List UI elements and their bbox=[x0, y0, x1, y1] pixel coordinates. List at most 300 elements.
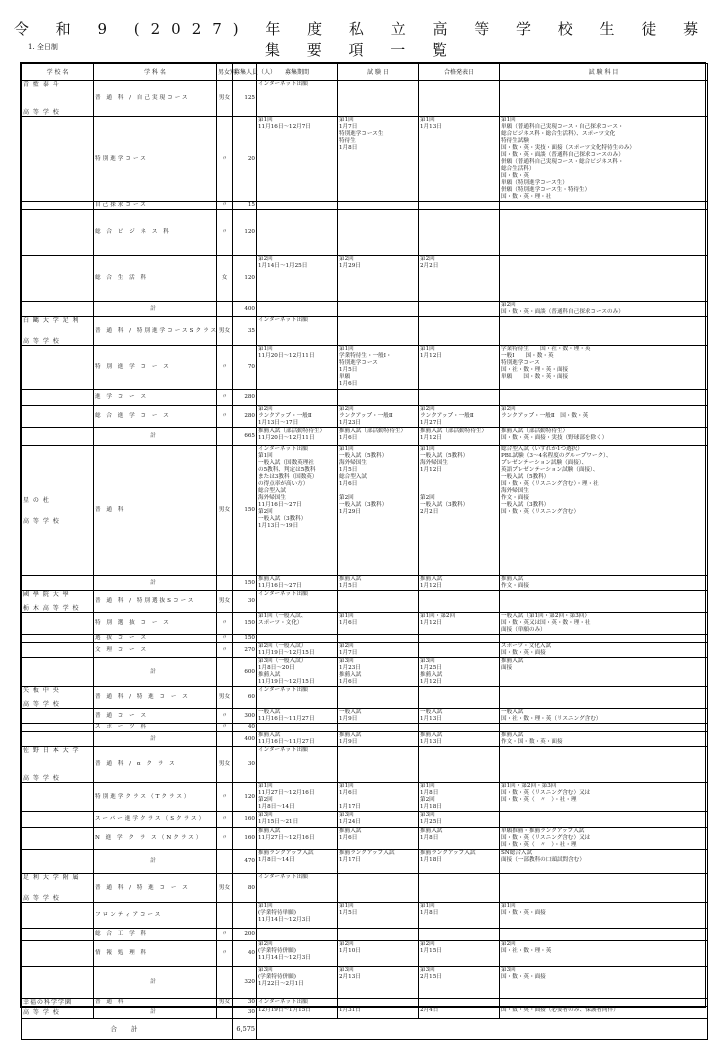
cell-subjects bbox=[500, 390, 708, 406]
cell-exam-date: 第3回 1月23日 推薦入試 1月6日 bbox=[338, 658, 419, 687]
header-period: 募集期間 bbox=[257, 64, 338, 81]
cell-subjects bbox=[500, 256, 708, 302]
cell-subjects bbox=[500, 591, 708, 613]
cell-school-name: 佐 野 日 本 大 学 高 等 学 校 bbox=[22, 747, 94, 783]
cell-capacity: 200 bbox=[233, 929, 257, 941]
cell-subjects: 一般入試（第1回・第2回・第3回） 国・数・英又は国・英・数・理・社 面接（単願のみ） bbox=[500, 613, 708, 635]
cell-sex: 〃 bbox=[217, 941, 233, 967]
table-row bbox=[22, 732, 708, 747]
cell-school-name bbox=[22, 658, 94, 687]
cell-school-name bbox=[22, 850, 94, 874]
cell-result-date bbox=[419, 929, 500, 941]
cell-capacity: 160 bbox=[233, 812, 257, 828]
cell-capacity: 150 bbox=[233, 576, 257, 591]
cell-period: 一般入試 11月16日〜11月27日 bbox=[257, 709, 338, 724]
cell-capacity: 15 bbox=[233, 202, 257, 210]
cell-sex: 〃 bbox=[217, 709, 233, 724]
cell-capacity: 80 bbox=[233, 874, 257, 903]
cell-period: 推薦入試 11月16日〜11月27日 bbox=[257, 732, 338, 747]
cell-subjects: 推薦入試 作文・面接 bbox=[500, 576, 708, 591]
cell-school-name bbox=[22, 967, 94, 999]
cell-subjects: SN総合入試 面接（一部教科の口頭試問含む） bbox=[500, 850, 708, 874]
table-row bbox=[22, 317, 708, 346]
table-row bbox=[22, 929, 708, 941]
cell-department: 総 合 ビ ジ ネ ス 科 bbox=[94, 210, 217, 256]
cell-exam-date bbox=[338, 999, 419, 1007]
cell-result-date: 第1回 1月8日 bbox=[419, 903, 500, 929]
cell-exam-date: 第1回 1月6日 bbox=[338, 613, 419, 635]
cell-capacity: 600 bbox=[233, 658, 257, 687]
cell-department: 普 通 科 / 特別選抜Sコース bbox=[94, 591, 217, 613]
cell-department: 選 抜 コ ー ス bbox=[94, 635, 217, 643]
cell-subjects bbox=[500, 874, 708, 903]
cell-department: 特 別 進 学 コ ー ス bbox=[94, 346, 217, 390]
cell-subjects: 第1回 単願（普通科自己実現コース・自己探求コース・ 総合ビジネス科・総合生活科）、スポーツ文化 特待生試験 国・数・英・実技・面接（スポーツ文化特待生のみ） 国・数・英・面談（普通科自己探求コースのみ） 併願（普通科自己実現コース・総合ビジネス科・ 総合生活科） 国・数・英 単願（特別進学コース生） 併願（特別進学コース生・特待生） 国・数・英・理・社 bbox=[500, 117, 708, 202]
cell-sex bbox=[217, 1007, 233, 1019]
cell-school-name bbox=[22, 709, 94, 724]
cell-department: 総 合 生 活 科 bbox=[94, 256, 217, 302]
cell-sex: 男女 bbox=[217, 999, 233, 1007]
cell-sex bbox=[217, 428, 233, 446]
cell-result-date bbox=[419, 317, 500, 346]
table-row bbox=[22, 406, 708, 428]
cell-period: 推薦ランクアップ入試 1月8日〜14日 bbox=[257, 850, 338, 874]
cell-subjects bbox=[500, 812, 708, 828]
cell-period bbox=[257, 390, 338, 406]
cell-school-name bbox=[22, 941, 94, 967]
cell-period: インターネット出願 第1回 一般入試（国数英理社 の5教科、判定は5教科 または3教科（国数英） の得点率が高い方） 総合型入試 海外帰国生 11月16日〜27日 第2回 一般入試（3教科） 1月13日〜19日 bbox=[257, 446, 338, 576]
cell-sex bbox=[217, 967, 233, 999]
header-school: 学 校 名 bbox=[22, 64, 94, 81]
cell-result-date: 第3回 2月15日 bbox=[419, 967, 500, 999]
cell-result-date bbox=[419, 591, 500, 613]
cell-subjects: 第2回 ランクアップ・一般Ⅱ 国・数・英 bbox=[500, 406, 708, 428]
cell-subjects: 国・数・英・面接（必要者のみ、保護者同伴） bbox=[500, 1007, 708, 1019]
cell-exam-date: 第1回 1月6日 1月17日 bbox=[338, 783, 419, 812]
cell-subjects: 学業特待生 国・社・数・理・英 一般Ⅰ 国・数・英 特別進学コース 国・社・数・理・英・面接 単願 国・数・英・面接 bbox=[500, 346, 708, 390]
header-result-date: 合格発表日 bbox=[419, 64, 500, 81]
total-value: 6,575 bbox=[233, 1019, 257, 1040]
cell-exam-date bbox=[338, 591, 419, 613]
cell-subjects: スポーツ・文化入試 国・数・英・面接 bbox=[500, 643, 708, 658]
cell-result-date bbox=[419, 302, 500, 317]
cell-capacity: 470 bbox=[233, 850, 257, 874]
table-body bbox=[22, 81, 708, 1019]
header-subjects: 試 験 科 目 bbox=[500, 64, 708, 81]
cell-subjects: 推薦入試 作文・国・数・英・面接 bbox=[500, 732, 708, 747]
cell-sex: 〃 bbox=[217, 117, 233, 202]
cell-department: 特別進学コース bbox=[94, 117, 217, 202]
cell-school-name bbox=[22, 302, 94, 317]
cell-result-date: 2月4日 bbox=[419, 1007, 500, 1019]
cell-result-date bbox=[419, 81, 500, 117]
cell-capacity: 150 bbox=[233, 613, 257, 635]
table-row bbox=[22, 576, 708, 591]
cell-subjects: 推薦入試 面接 bbox=[500, 658, 708, 687]
cell-school-name bbox=[22, 643, 94, 658]
cell-subjects bbox=[500, 81, 708, 117]
cell-department: N 進 学 ク ラ ス（Nクラス） bbox=[94, 828, 217, 850]
cell-department: 総 合 工 学 科 bbox=[94, 929, 217, 941]
cell-period bbox=[257, 724, 338, 732]
cell-result-date: 第2回 2月2日 bbox=[419, 256, 500, 302]
cell-subjects: 単願推薦・推薦ランクアップ入試 国・数・英（リスニング含む）又は 国・数・英（ 〃 ）・社・理 bbox=[500, 828, 708, 850]
cell-school-name bbox=[22, 117, 94, 202]
cell-subjects: 第1回・第2回・第3回 国・数・英（リスニング含む）又は 国・数・英（ 〃 ）・社・理 bbox=[500, 783, 708, 812]
cell-sex: 男女 bbox=[217, 747, 233, 783]
cell-exam-date: 第2回 1月29日 bbox=[338, 256, 419, 302]
cell-school-name bbox=[22, 635, 94, 643]
cell-department: 情 報 処 理 科 bbox=[94, 941, 217, 967]
cell-subjects bbox=[500, 202, 708, 210]
table-row bbox=[22, 210, 708, 256]
cell-exam-date: 第3回 1月24日 bbox=[338, 812, 419, 828]
cell-department: 計 bbox=[94, 732, 217, 747]
table-row bbox=[22, 850, 708, 874]
table-row bbox=[22, 828, 708, 850]
table-header bbox=[22, 64, 708, 81]
cell-capacity bbox=[233, 903, 257, 929]
cell-exam-date bbox=[338, 687, 419, 709]
table-row bbox=[22, 999, 708, 1007]
table-row bbox=[22, 613, 708, 635]
cell-capacity: 120 bbox=[233, 256, 257, 302]
header-sex: 男女別 bbox=[217, 64, 233, 81]
cell-department: 計 bbox=[94, 576, 217, 591]
cell-exam-date: 第1回 1月5日 bbox=[338, 903, 419, 929]
total-label: 合 計 bbox=[22, 1019, 233, 1040]
table-row bbox=[22, 117, 708, 202]
cell-sex: 男女 bbox=[217, 81, 233, 117]
cell-department: 特 別 選 抜 コ ー ス bbox=[94, 613, 217, 635]
cell-period: インターネット出願 bbox=[257, 999, 338, 1007]
cell-result-date: 第3回 1月25日 bbox=[419, 812, 500, 828]
header-capacity: 募集人員（人） bbox=[233, 64, 257, 81]
cell-result-date: 推薦ランクアップ入試 1月18日 bbox=[419, 850, 500, 874]
cell-department: 自己探求コース bbox=[94, 202, 217, 210]
cell-exam-date: 一般入試 1月9日 bbox=[338, 709, 419, 724]
cell-school-name bbox=[22, 613, 94, 635]
cell-subjects bbox=[500, 317, 708, 346]
cell-sex bbox=[217, 903, 233, 929]
cell-sex: 〃 bbox=[217, 635, 233, 643]
admissions-table bbox=[21, 63, 708, 1040]
cell-sex: 〃 bbox=[217, 613, 233, 635]
cell-period: 第2回（一般入試） 11月19日〜12月15日 bbox=[257, 643, 338, 658]
cell-department: 普 通 科 / 特 進 コ ー ス bbox=[94, 874, 217, 903]
cell-subjects: 第3回 国・数・英・面接 bbox=[500, 967, 708, 999]
table-row bbox=[22, 941, 708, 967]
cell-capacity: 30 bbox=[233, 591, 257, 613]
cell-school-name bbox=[22, 428, 94, 446]
cell-period: 推薦入試（部活動特待生） 11月20日〜12月11日 bbox=[257, 428, 338, 446]
cell-department: 普 通 科 bbox=[94, 446, 217, 576]
cell-period bbox=[257, 302, 338, 317]
cell-school-name bbox=[22, 783, 94, 812]
table-row bbox=[22, 658, 708, 687]
cell-period: インターネット出願 bbox=[257, 591, 338, 613]
cell-sex: 男女 bbox=[217, 591, 233, 613]
cell-period: 第3回 1月15日〜21日 bbox=[257, 812, 338, 828]
section-subtitle: 1. 全日制 bbox=[28, 43, 58, 51]
cell-capacity: 40 bbox=[233, 724, 257, 732]
table-row bbox=[22, 812, 708, 828]
cell-sex: 男女 bbox=[217, 317, 233, 346]
cell-exam-date: 推薦入試 1月9日 bbox=[338, 732, 419, 747]
cell-capacity: 30 bbox=[233, 999, 257, 1007]
cell-exam-date: 第1回 学業特待生・一般Ⅰ・ 特別進学コース 1月5日 単願 1月6日 bbox=[338, 346, 419, 390]
cell-sex: 男女 bbox=[217, 446, 233, 576]
cell-subjects bbox=[500, 635, 708, 643]
cell-exam-date: 第3回 2月13日 bbox=[338, 967, 419, 999]
cell-department: 普 通 科 / 特 進 コ ー ス bbox=[94, 687, 217, 709]
cell-school-name: 星 の 杜 高 等 学 校 bbox=[22, 446, 94, 576]
cell-sex: 男女 bbox=[217, 874, 233, 903]
page-title: 令 和 9 (2027) 年 度 私 立 高 等 学 校 生 徒 募 集 要 項 一 覧 bbox=[13, 20, 710, 59]
cell-subjects: 第2回 国・社・数・理・英 bbox=[500, 941, 708, 967]
cell-capacity: 300 bbox=[233, 709, 257, 724]
cell-capacity: 400 bbox=[233, 302, 257, 317]
cell-exam-date bbox=[338, 390, 419, 406]
cell-exam-date bbox=[338, 747, 419, 783]
cell-exam-date: 推薦入試 1月5日 bbox=[338, 576, 419, 591]
cell-period: 第1回 11月16日〜12月7日 bbox=[257, 117, 338, 202]
cell-department: 普 通 科 bbox=[94, 999, 217, 1007]
cell-period: 第2回 1月14日〜1月25日 bbox=[257, 256, 338, 302]
cell-period: 第1回 11月27日〜12月16日 第2回 1月8日〜14日 bbox=[257, 783, 338, 812]
cell-capacity: 400 bbox=[233, 732, 257, 747]
cell-department: 総 合 進 学 コ ー ス bbox=[94, 406, 217, 428]
admissions-table-frame bbox=[20, 62, 706, 1033]
table-row bbox=[22, 709, 708, 724]
cell-exam-date bbox=[338, 724, 419, 732]
cell-sex: 〃 bbox=[217, 783, 233, 812]
table-row bbox=[22, 783, 708, 812]
cell-department: 計 bbox=[94, 1007, 217, 1019]
cell-department: 文 理 コ ー ス bbox=[94, 643, 217, 658]
cell-period: 推薦入試 11月27日〜12月16日 bbox=[257, 828, 338, 850]
cell-period bbox=[257, 635, 338, 643]
cell-exam-date: 第1回 1月7日 特別進学コース生 特待生 1月8日 bbox=[338, 117, 419, 202]
cell-exam-date: 1月31日 bbox=[338, 1007, 419, 1019]
cell-result-date bbox=[419, 999, 500, 1007]
cell-sex: 〃 bbox=[217, 724, 233, 732]
cell-capacity: 20 bbox=[233, 117, 257, 202]
cell-exam-date: 第2回 1月10日 bbox=[338, 941, 419, 967]
cell-result-date: 第3回 1月25日 推薦入試 1月12日 bbox=[419, 658, 500, 687]
cell-capacity: 30 bbox=[233, 747, 257, 783]
cell-sex bbox=[217, 850, 233, 874]
table-row bbox=[22, 1007, 708, 1019]
cell-department: 普 通 科 / 自己実現コース bbox=[94, 81, 217, 117]
cell-result-date bbox=[419, 643, 500, 658]
cell-capacity: 120 bbox=[233, 210, 257, 256]
cell-result-date bbox=[419, 874, 500, 903]
cell-result-date: 推薦入試（部活動特待生） 1月12日 bbox=[419, 428, 500, 446]
table-row bbox=[22, 724, 708, 732]
cell-result-date bbox=[419, 390, 500, 406]
cell-school-name bbox=[22, 576, 94, 591]
table-row bbox=[22, 346, 708, 390]
cell-department: 特別進学クラス（Tクラス） bbox=[94, 783, 217, 812]
cell-result-date bbox=[419, 210, 500, 256]
cell-subjects: 総合型入試（いずれか1つ選択） PBL試験（3〜4名程度のグループワーク）、 プレゼンテーション試験（面接）、 英語プレゼンテーション試験（面接）、 一般入試（5教科） 国・数・英（リスニング含む）・理・社 海外帰国生 作文・面接 一般入試（3教科） 国・数・英（リスニング含む） bbox=[500, 446, 708, 576]
cell-capacity: 270 bbox=[233, 643, 257, 658]
cell-sex: 〃 bbox=[217, 812, 233, 828]
cell-period: インターネット出願 bbox=[257, 747, 338, 783]
cell-result-date: 第1回 1月8日 第2回 1月18日 bbox=[419, 783, 500, 812]
table-row bbox=[22, 643, 708, 658]
cell-exam-date bbox=[338, 302, 419, 317]
cell-exam-date bbox=[338, 929, 419, 941]
cell-period: 第3回（一般入試） 1月8日〜20日 推薦入試 11月19日〜12月15日 bbox=[257, 658, 338, 687]
cell-school-name bbox=[22, 812, 94, 828]
cell-exam-date bbox=[338, 874, 419, 903]
cell-period: インターネット出願 bbox=[257, 317, 338, 346]
cell-subjects bbox=[500, 929, 708, 941]
cell-school-name: 足 利 大 学 附 属 高 等 学 校 bbox=[22, 874, 94, 903]
cell-subjects bbox=[500, 999, 708, 1007]
cell-exam-date bbox=[338, 210, 419, 256]
table-row bbox=[22, 390, 708, 406]
cell-subjects bbox=[500, 210, 708, 256]
cell-sex: 〃 bbox=[217, 406, 233, 428]
cell-capacity: 125 bbox=[233, 81, 257, 117]
table-row bbox=[22, 747, 708, 783]
cell-school-name bbox=[22, 210, 94, 256]
cell-period: 第1回 11月20日〜12月11日 bbox=[257, 346, 338, 390]
cell-school-name bbox=[22, 202, 94, 210]
cell-exam-date: 推薦ランクアップ入試 1月17日 bbox=[338, 850, 419, 874]
cell-exam-date bbox=[338, 202, 419, 210]
cell-subjects: 第2回 国・数・英・面談（普通科自己探求コースのみ） bbox=[500, 302, 708, 317]
cell-school-name bbox=[22, 346, 94, 390]
cell-exam-date: 第2回 ランクアップ・一般Ⅱ 1月23日 bbox=[338, 406, 419, 428]
cell-exam-date bbox=[338, 81, 419, 117]
cell-capacity: 60 bbox=[233, 687, 257, 709]
table-row bbox=[22, 302, 708, 317]
cell-school-name: 白 鷗 大 学 足 利 高 等 学 校 bbox=[22, 317, 94, 346]
cell-school-name bbox=[22, 929, 94, 941]
cell-period: 第1回 (学業特待単願) 11月14日〜12月3日 bbox=[257, 903, 338, 929]
cell-subjects: 第1回 国・数・英・面接 bbox=[500, 903, 708, 929]
cell-capacity: 160 bbox=[233, 828, 257, 850]
cell-period: インターネット出願 bbox=[257, 687, 338, 709]
cell-department: フロンティアコース bbox=[94, 903, 217, 929]
table-row bbox=[22, 202, 708, 210]
cell-sex: 〃 bbox=[217, 202, 233, 210]
cell-capacity: 70 bbox=[233, 346, 257, 390]
total-row bbox=[22, 1019, 708, 1040]
cell-period: 第3回 (学業特待併願) 1月22日〜2月1日 bbox=[257, 967, 338, 999]
cell-department: 普 通 科 / α ク ラ ス bbox=[94, 747, 217, 783]
cell-school-name bbox=[22, 828, 94, 850]
cell-period bbox=[257, 929, 338, 941]
cell-period: インターネット出願 bbox=[257, 81, 338, 117]
table-row bbox=[22, 591, 708, 613]
cell-sex bbox=[217, 302, 233, 317]
cell-capacity: 150 bbox=[233, 446, 257, 576]
header-department: 学 科 名 bbox=[94, 64, 217, 81]
cell-result-date: 推薦入試 1月12日 bbox=[419, 576, 500, 591]
cell-school-name: 高 等 学 校 bbox=[22, 1007, 94, 1019]
cell-sex: 〃 bbox=[217, 210, 233, 256]
cell-result-date bbox=[419, 687, 500, 709]
cell-school-name bbox=[22, 390, 94, 406]
cell-result-date: 第2回 ランクアップ・一般Ⅱ 1月27日 bbox=[419, 406, 500, 428]
table-row bbox=[22, 81, 708, 117]
cell-period: 第2回 ランクアップ・一般Ⅱ 1月13日〜17日 bbox=[257, 406, 338, 428]
cell-result-date bbox=[419, 635, 500, 643]
cell-department: 普 通 コ ー ス bbox=[94, 709, 217, 724]
cell-school-name bbox=[22, 732, 94, 747]
cell-capacity: 280 bbox=[233, 406, 257, 428]
cell-school-name bbox=[22, 903, 94, 929]
table-row bbox=[22, 903, 708, 929]
table-row bbox=[22, 428, 708, 446]
cell-capacity: 320 bbox=[233, 967, 257, 999]
cell-school-name: 幸福の科学学園 bbox=[22, 999, 94, 1007]
cell-department: ス ポ ー ツ 科 bbox=[94, 724, 217, 732]
cell-result-date: 一般入試 1月13日 bbox=[419, 709, 500, 724]
cell-sex: 〃 bbox=[217, 929, 233, 941]
cell-capacity: 35 bbox=[233, 317, 257, 346]
cell-result-date: 推薦入試 1月13日 bbox=[419, 732, 500, 747]
cell-period: インターネット出願 bbox=[257, 874, 338, 903]
table-row bbox=[22, 967, 708, 999]
cell-sex: 〃 bbox=[217, 390, 233, 406]
cell-department: 普 通 科 / 特別進学コースSクラス bbox=[94, 317, 217, 346]
cell-school-name bbox=[22, 256, 94, 302]
cell-exam-date: 第1回 一般入試（5教科） 海外帰国生 1月5日 総合型入試 1月6日 第2回 一般入試（3教科） 1月29日 bbox=[338, 446, 419, 576]
cell-department: 計 bbox=[94, 658, 217, 687]
cell-result-date: 第1回・第2回 1月12日 bbox=[419, 613, 500, 635]
cell-subjects: 一般入試 国・社・数・理・英（リスニング含む） bbox=[500, 709, 708, 724]
cell-sex bbox=[217, 576, 233, 591]
cell-sex: 〃 bbox=[217, 828, 233, 850]
cell-exam-date: 推薦入試 1月6日 bbox=[338, 828, 419, 850]
cell-exam-date bbox=[338, 635, 419, 643]
cell-school-name: 國 學 院 大 學 栃 木 高 等 学 校 bbox=[22, 591, 94, 613]
cell-sex bbox=[217, 732, 233, 747]
cell-department: 進 学 コ ー ス bbox=[94, 390, 217, 406]
cell-subjects: 推薦入試（部活動特待生） 国・数・英・面接・実技（野球部を除く） bbox=[500, 428, 708, 446]
cell-department: 計 bbox=[94, 850, 217, 874]
cell-period: 第1回（一般入試、 スポーツ・文化） bbox=[257, 613, 338, 635]
cell-period: 第2回 (学業特待併願) 11月14日〜12月3日 bbox=[257, 941, 338, 967]
cell-capacity: 665 bbox=[233, 428, 257, 446]
cell-period: 12月19日〜1月15日 bbox=[257, 1007, 338, 1019]
cell-result-date: 第2回 1月15日 bbox=[419, 941, 500, 967]
table-row bbox=[22, 256, 708, 302]
cell-capacity: 30 bbox=[233, 1007, 257, 1019]
cell-department: 計 bbox=[94, 428, 217, 446]
cell-subjects bbox=[500, 687, 708, 709]
table-row bbox=[22, 446, 708, 576]
header-exam-date: 試 験 日 bbox=[338, 64, 419, 81]
cell-subjects bbox=[500, 724, 708, 732]
cell-result-date: 第1回 1月13日 bbox=[419, 117, 500, 202]
cell-department: 計 bbox=[94, 967, 217, 999]
cell-result-date: 推薦入試 1月8日 bbox=[419, 828, 500, 850]
cell-school-name: 青 藍 泰 斗 高 等 学 校 bbox=[22, 81, 94, 117]
cell-result-date: 第1回 1月12日 bbox=[419, 346, 500, 390]
cell-period bbox=[257, 210, 338, 256]
table-row bbox=[22, 687, 708, 709]
cell-exam-date: 第2回 1月7日 bbox=[338, 643, 419, 658]
cell-capacity: 150 bbox=[233, 635, 257, 643]
cell-subjects bbox=[500, 747, 708, 783]
